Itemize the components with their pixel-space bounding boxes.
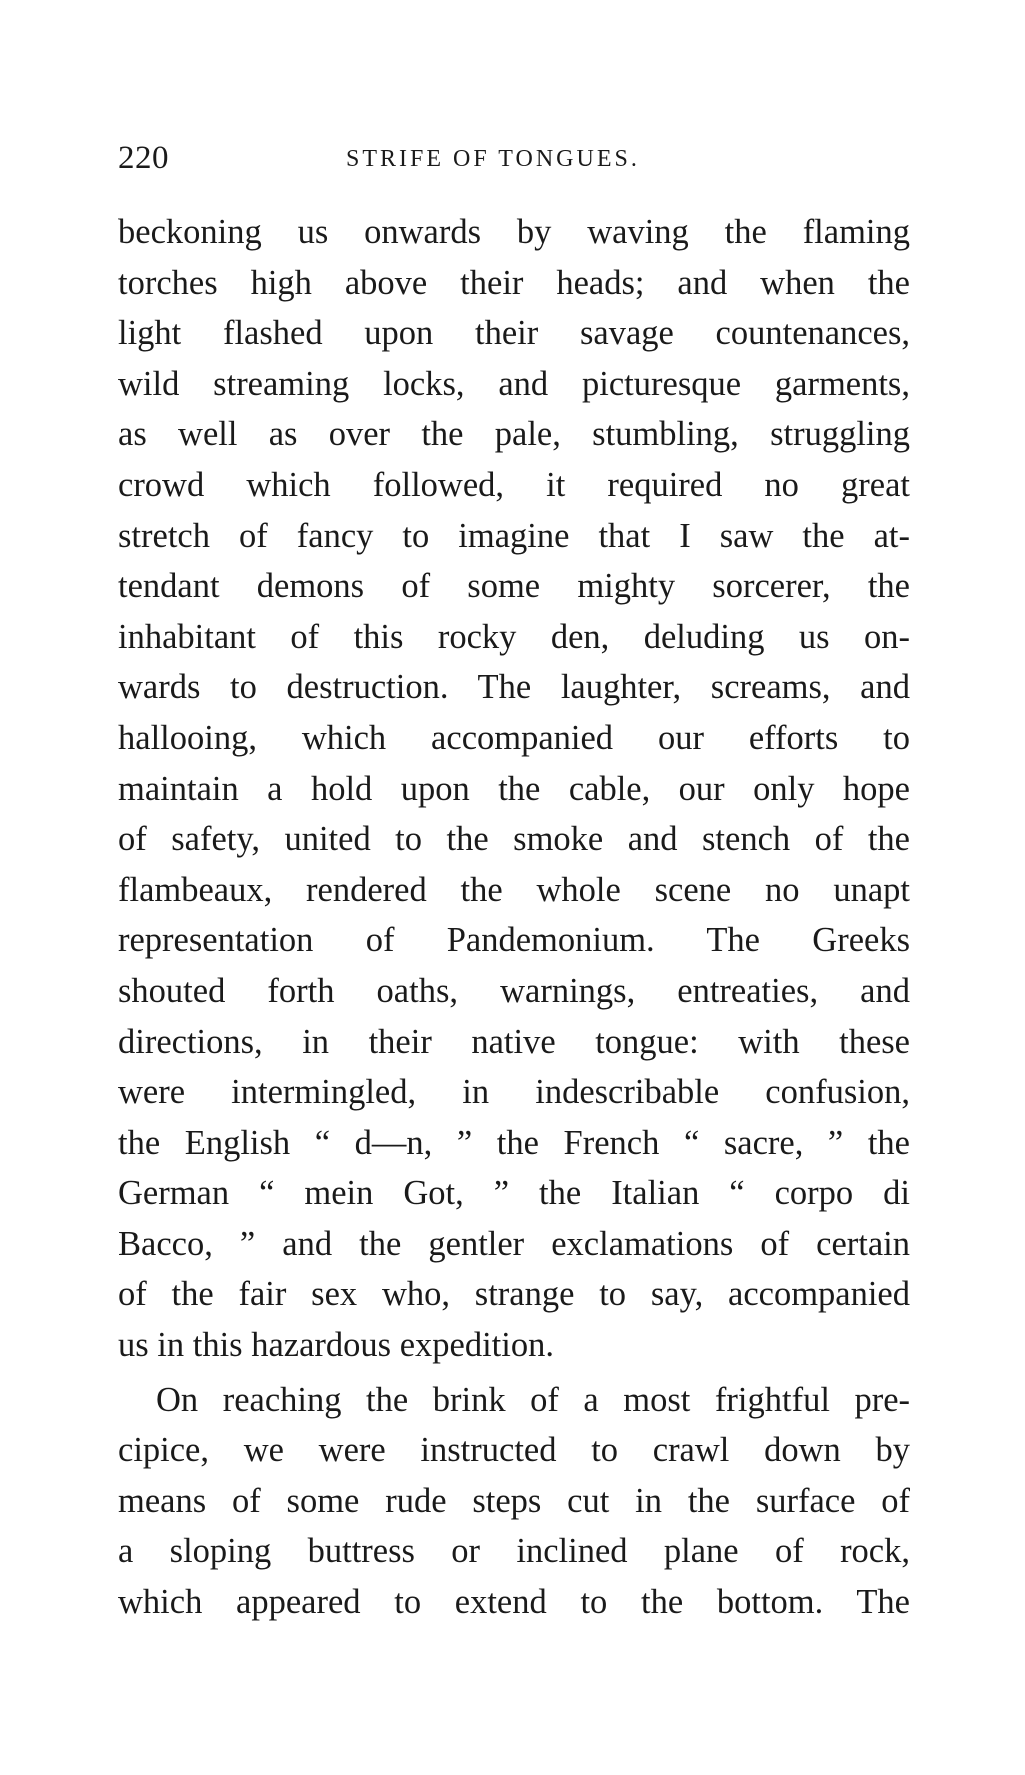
text-line: hallooing, which accompanied our efforts to <box>118 718 910 757</box>
text-line: a sloping buttress or inclined plane of rock, <box>118 1532 910 1571</box>
text-line: the English “ d—n, ” the French “ sacre, ” the <box>118 1123 910 1162</box>
text-line: beckoning us onwards by waving the flaming <box>118 213 910 251</box>
page-number: 220 <box>118 140 169 176</box>
text-line: torches high above their heads; and when the <box>118 263 910 302</box>
text-line: stretch of fancy to imagine that I saw the at- <box>118 516 910 555</box>
text-line: maintain a hold upon the cable, our only hope <box>118 769 910 808</box>
text-line: means of some rude steps cut in the surface of <box>118 1481 910 1520</box>
text-line: of safety, united to the smoke and stench of the <box>118 820 910 859</box>
text-line: flambeaux, rendered the whole scene no unapt <box>118 870 910 909</box>
running-title: STRIFE OF TONGUES. <box>346 146 640 172</box>
text-line: wild streaming locks, and picturesque garments, <box>118 364 910 403</box>
text-line: were intermingled, in indescribable confusion, <box>118 1073 910 1112</box>
text-line: directions, in their native tongue: with these <box>118 1022 910 1061</box>
text-line: Bacco, ” and the gentler exclamations of certain <box>118 1224 910 1263</box>
body-text <box>118 207 910 1628</box>
running-head <box>118 138 910 178</box>
text-line: inhabitant of this rocky den, deluding us on- <box>118 617 910 656</box>
text-line: tendant demons of some mighty sorcerer, the <box>118 567 910 606</box>
text-line: wards to destruction. The laughter, screams, and <box>118 668 910 707</box>
text-line: of the fair sex who, strange to say, accompanied <box>118 1275 910 1314</box>
paragraph <box>118 1375 910 1628</box>
text-line: representation of Pandemonium. The Greeks <box>118 921 910 960</box>
text-line: us in this hazardous expedition. <box>118 1326 554 1365</box>
text-line: crowd which followed, it required no great <box>118 465 910 504</box>
text-line: which appeared to extend to the bottom. The <box>118 1583 910 1622</box>
text-line: light flashed upon their savage countenances, <box>118 314 910 353</box>
text-line: On reaching the brink of a most frightful pre- <box>156 1380 910 1419</box>
text-line: cipice, we were instructed to crawl down by <box>118 1431 910 1470</box>
text-line: German “ mein Got, ” the Italian “ corpo di <box>118 1174 910 1213</box>
text-line: shouted forth oaths, warnings, entreaties, and <box>118 971 910 1010</box>
paragraph <box>118 207 910 1371</box>
text-line: as well as over the pale, stumbling, struggling <box>118 415 910 454</box>
